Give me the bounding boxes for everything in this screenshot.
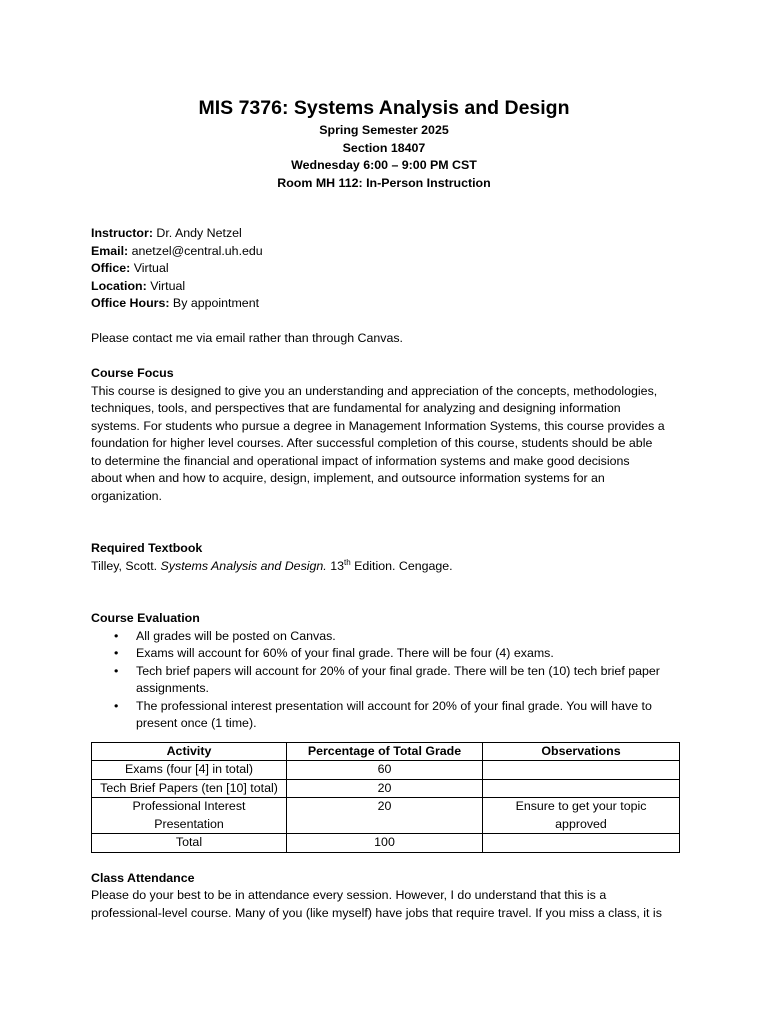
- table-cell: [483, 798, 680, 834]
- cell-line: Presentation: [154, 816, 224, 831]
- cell-line: 60: [377, 762, 392, 776]
- course-focus-heading: Course Focus: [91, 366, 174, 380]
- cell-line: approved: [555, 816, 607, 831]
- email-value: anetzel@central.uh.edu: [128, 243, 263, 258]
- cell-line: 20: [377, 780, 392, 795]
- schedule-line: Wednesday 6:00 – 9:00 PM CST: [291, 158, 477, 172]
- table-cell: [483, 761, 680, 780]
- course-title: MIS 7376: Systems Analysis and Design: [198, 97, 570, 119]
- email-label: Email:: [91, 243, 129, 258]
- cell-line: Tech Brief Papers (ten [10] total): [100, 780, 278, 795]
- location-label: Location:: [91, 278, 147, 293]
- table-cell: [287, 834, 483, 853]
- course-focus-line: techniques, tools, and perspectives that are fundamental for analyzing and designing information: [91, 401, 621, 415]
- syllabus-header: [0, 94, 768, 192]
- column-header-percentage: Percentage of Total Grade: [287, 742, 483, 761]
- instructor-row: [91, 225, 679, 243]
- syllabus-body: [91, 225, 679, 922]
- course-focus-line: foundation for higher level courses. After successful completion of this course, students should be able: [91, 436, 653, 450]
- location-value: Virtual: [146, 278, 186, 293]
- textbook-edition-suffix: th: [343, 557, 351, 567]
- table-row: [92, 834, 680, 853]
- table-cell: [483, 834, 680, 853]
- instructor-value: Dr. Andy Netzel: [152, 226, 242, 240]
- textbook-publisher: Edition. Cengage.: [350, 558, 453, 573]
- office-label: Office:: [91, 261, 131, 275]
- cell-line: Exams (four [4] in total): [124, 762, 254, 776]
- evaluation-list: [91, 628, 679, 733]
- course-focus-line: to determine the financial and operational impact of information systems and make good decisions: [91, 453, 630, 468]
- location-row: [91, 278, 679, 296]
- bullet-icon: •: [114, 698, 119, 713]
- list-item-line: The professional interest presentation will account for 20% of your final grade. You will have to: [136, 698, 652, 713]
- office-hours-value: By appointment: [169, 296, 260, 310]
- table-cell: [287, 779, 483, 798]
- attendance-line: Please do your best to be in attendance every session. However, I do understand that this is a: [91, 888, 607, 902]
- list-item: [91, 645, 679, 663]
- contact-note: Please contact me via email rather than through Canvas.: [91, 331, 403, 345]
- course-focus-line: systems. For students who pursue a degree in Management Information Systems, this course provides a: [91, 418, 665, 433]
- course-focus-line: This course is designed to give you an understanding and appreciation of the concepts, methodologies,: [91, 383, 658, 398]
- list-item-line: All grades will be posted on Canvas.: [136, 628, 336, 643]
- instructor-info: [91, 225, 679, 313]
- room-line: Room MH 112: In-Person Instruction: [277, 175, 491, 190]
- table-cell: [483, 779, 680, 798]
- cell-line: Ensure to get your topic: [515, 799, 647, 813]
- table-cell: [92, 761, 287, 780]
- bullet-icon: •: [114, 628, 119, 643]
- office-value: Virtual: [130, 261, 169, 275]
- textbook-author: Tilley, Scott.: [91, 558, 161, 573]
- attendance-paragraph: [91, 887, 679, 922]
- grade-table: [91, 742, 680, 853]
- office-hours-row: [91, 295, 679, 313]
- office-row: [91, 260, 679, 278]
- attendance-line: professional-level course. Many of you (like myself) have jobs that require travel. If you miss a class, it is: [91, 905, 662, 920]
- textbook-edition-number: 13: [326, 558, 344, 573]
- course-focus-paragraph: [91, 383, 679, 506]
- bullet-icon: •: [114, 646, 119, 660]
- email-row: [91, 243, 679, 261]
- section-line: Section 18407: [342, 140, 426, 155]
- table-header-row: [92, 742, 680, 761]
- list-item-line: present once (1 time).: [136, 716, 257, 730]
- evaluation-heading: Course Evaluation: [91, 611, 200, 625]
- table-cell: [92, 798, 287, 834]
- list-item-line: Exams will account for 60% of your final grade. There will be four (4) exams.: [136, 646, 554, 660]
- cell-line: Professional Interest: [132, 799, 246, 813]
- list-item-line: Tech brief papers will account for 20% of your final grade. There will be ten (10) tech brief paper: [136, 663, 660, 678]
- cell-line: 20: [377, 799, 392, 813]
- textbook-heading: Required Textbook: [91, 541, 203, 555]
- table-row: [92, 761, 680, 780]
- list-item: [91, 663, 679, 698]
- textbook-title: Systems Analysis and Design.: [160, 558, 327, 573]
- column-header-observations: Observations: [483, 742, 680, 761]
- textbook-citation: [91, 558, 679, 576]
- semester-line: Spring Semester 2025: [319, 123, 449, 137]
- course-focus-line: about when and how to acquire, design, implement, and outsource information systems for an: [91, 471, 605, 485]
- table-cell: [92, 834, 287, 853]
- list-item: [91, 698, 679, 733]
- cell-line: 100: [374, 835, 395, 849]
- list-item-line: assignments.: [136, 681, 210, 695]
- bullet-icon: •: [114, 663, 119, 678]
- column-header-activity: Activity: [92, 742, 287, 761]
- table-cell: [287, 798, 483, 834]
- attendance-heading: Class Attendance: [91, 870, 195, 885]
- table-cell: [287, 761, 483, 780]
- instructor-label: Instructor:: [91, 226, 153, 240]
- table-row: [92, 798, 680, 834]
- table-cell: [92, 779, 287, 798]
- office-hours-label: Office Hours:: [91, 296, 170, 310]
- cell-line: Total: [175, 835, 203, 849]
- course-focus-line: organization.: [91, 488, 162, 503]
- table-row: [92, 779, 680, 798]
- list-item: [91, 628, 679, 646]
